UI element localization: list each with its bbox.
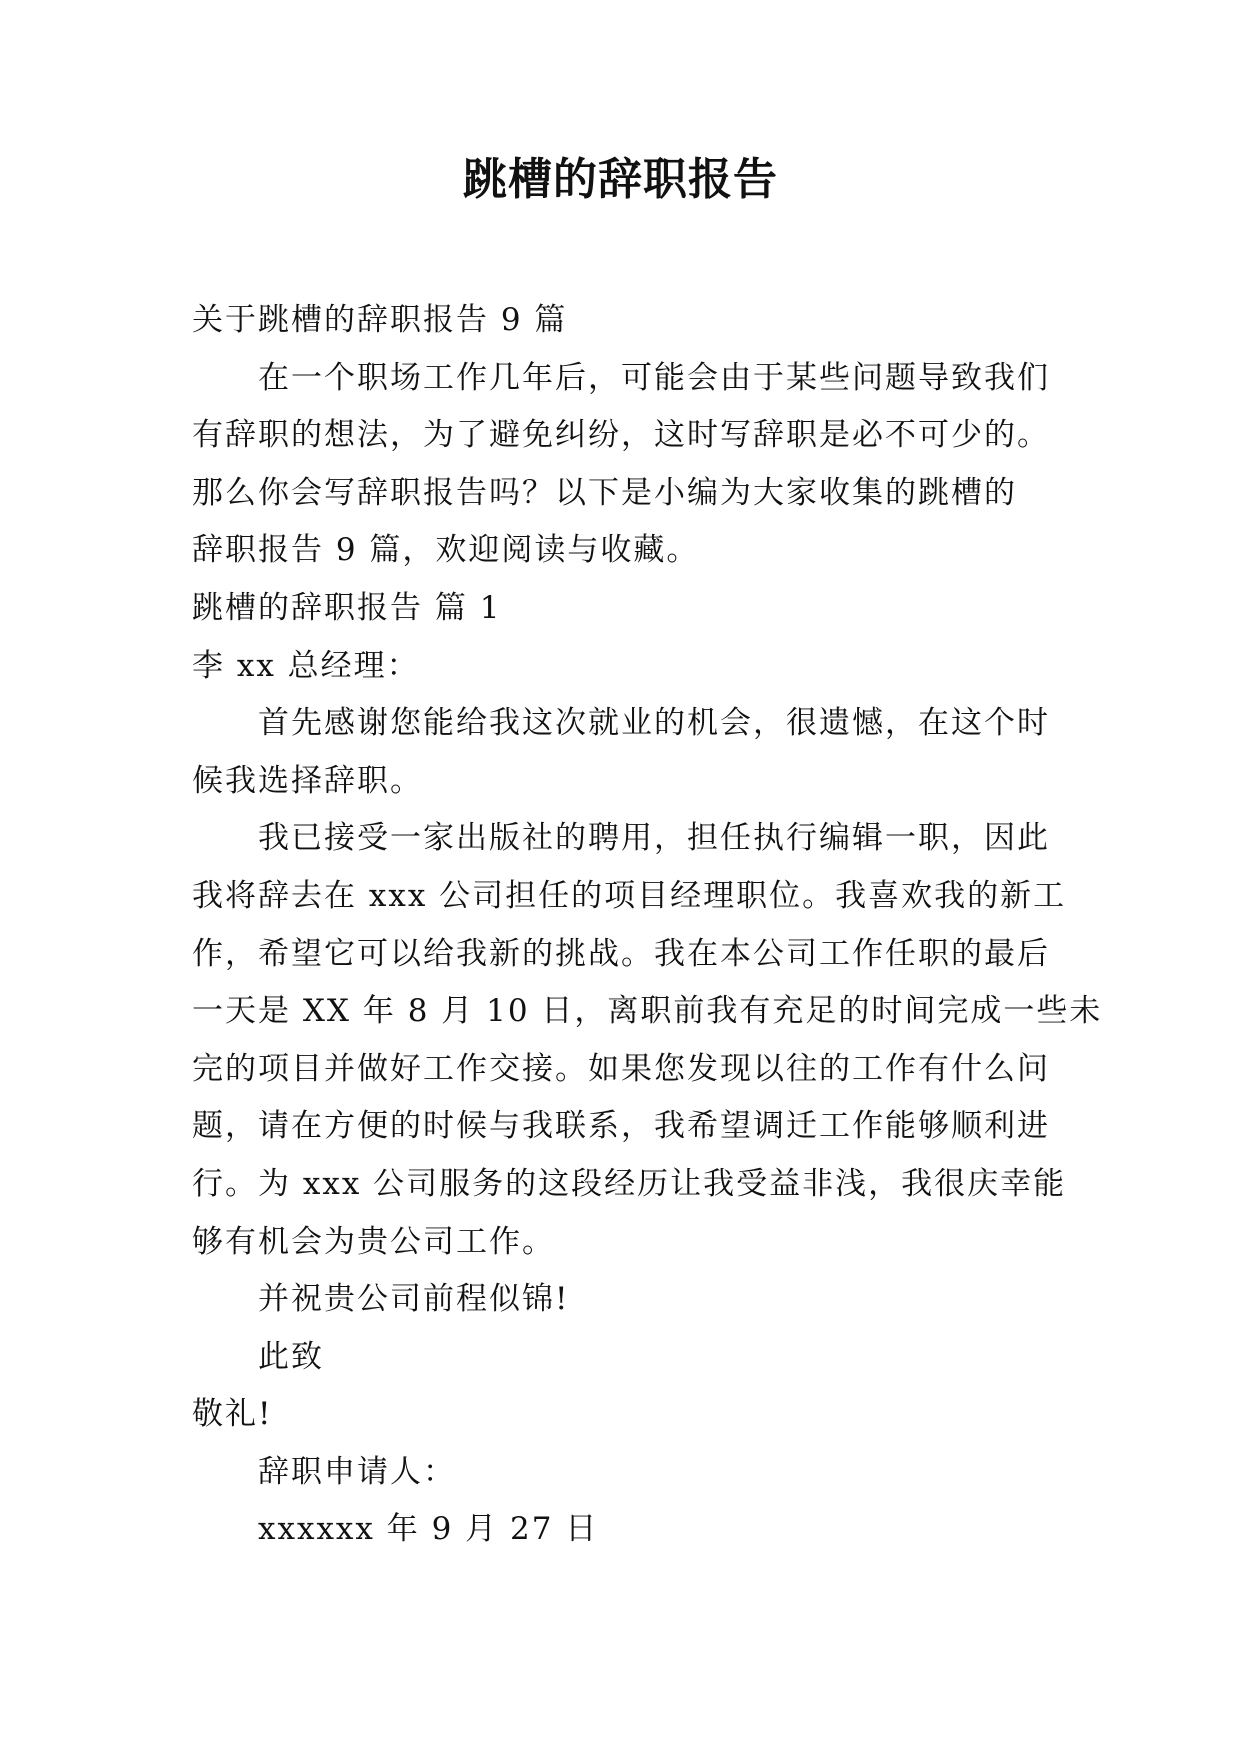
body-line: 在一个职场工作几年后，可能会由于某些问题导致我们 [258, 359, 1050, 396]
body-line: 完的项目并做好工作交接。如果您发现以往的工作有什么问 [192, 1050, 1050, 1087]
closing-line: 并祝贵公司前程似锦! [258, 1281, 570, 1318]
body-line: 候我选择辞职。 [192, 762, 423, 799]
section-heading: 跳槽的辞职报告 篇 1 [192, 589, 502, 626]
body-line: 题，请在方便的时候与我联系，我希望调迁工作能够顺利进 [192, 1108, 1050, 1145]
document-title: 跳槽的辞职报告 [463, 154, 778, 205]
signature-label: 辞职申请人： [258, 1453, 456, 1490]
body-line: 首先感谢您能给我这次就业的机会，很遗憾，在这个时 [258, 705, 1050, 742]
body-line: 一天是 XX 年 8 月 10 日，离职前我有充足的时间完成一些未 [192, 993, 1103, 1030]
salutation: 李 xx 总经理： [192, 647, 420, 684]
body-line: 我已接受一家出版社的聘用，担任执行编辑一职，因此 [258, 820, 1050, 857]
closing-line: 此致 [258, 1338, 324, 1375]
body-line: 辞职报告 9 篇，欢迎阅读与收藏。 [192, 532, 700, 569]
body-line: 行。为 xxx 公司服务的这段经历让我受益非浅，我很庆幸能 [192, 1165, 1067, 1202]
body-line: 我将辞去在 xxx 公司担任的项目经理职位。我喜欢我的新工 [192, 877, 1067, 914]
closing-line: 敬礼! [192, 1396, 273, 1433]
body-line: 作，希望它可以给我新的挑战。我在本公司工作任职的最后 [192, 935, 1050, 972]
body-line: 关于跳槽的辞职报告 9 篇 [192, 302, 568, 338]
body-line: 那么你会写辞职报告吗？以下是小编为大家收集的跳槽的 [192, 474, 1017, 511]
document-body [192, 292, 1103, 1559]
body-line: 够有机会为贵公司工作。 [192, 1223, 555, 1260]
date-line: xxxxxx 年 9 月 27 日 [258, 1511, 599, 1548]
body-line: 有辞职的想法，为了避免纠纷，这时写辞职是必不可少的。 [192, 417, 1050, 454]
